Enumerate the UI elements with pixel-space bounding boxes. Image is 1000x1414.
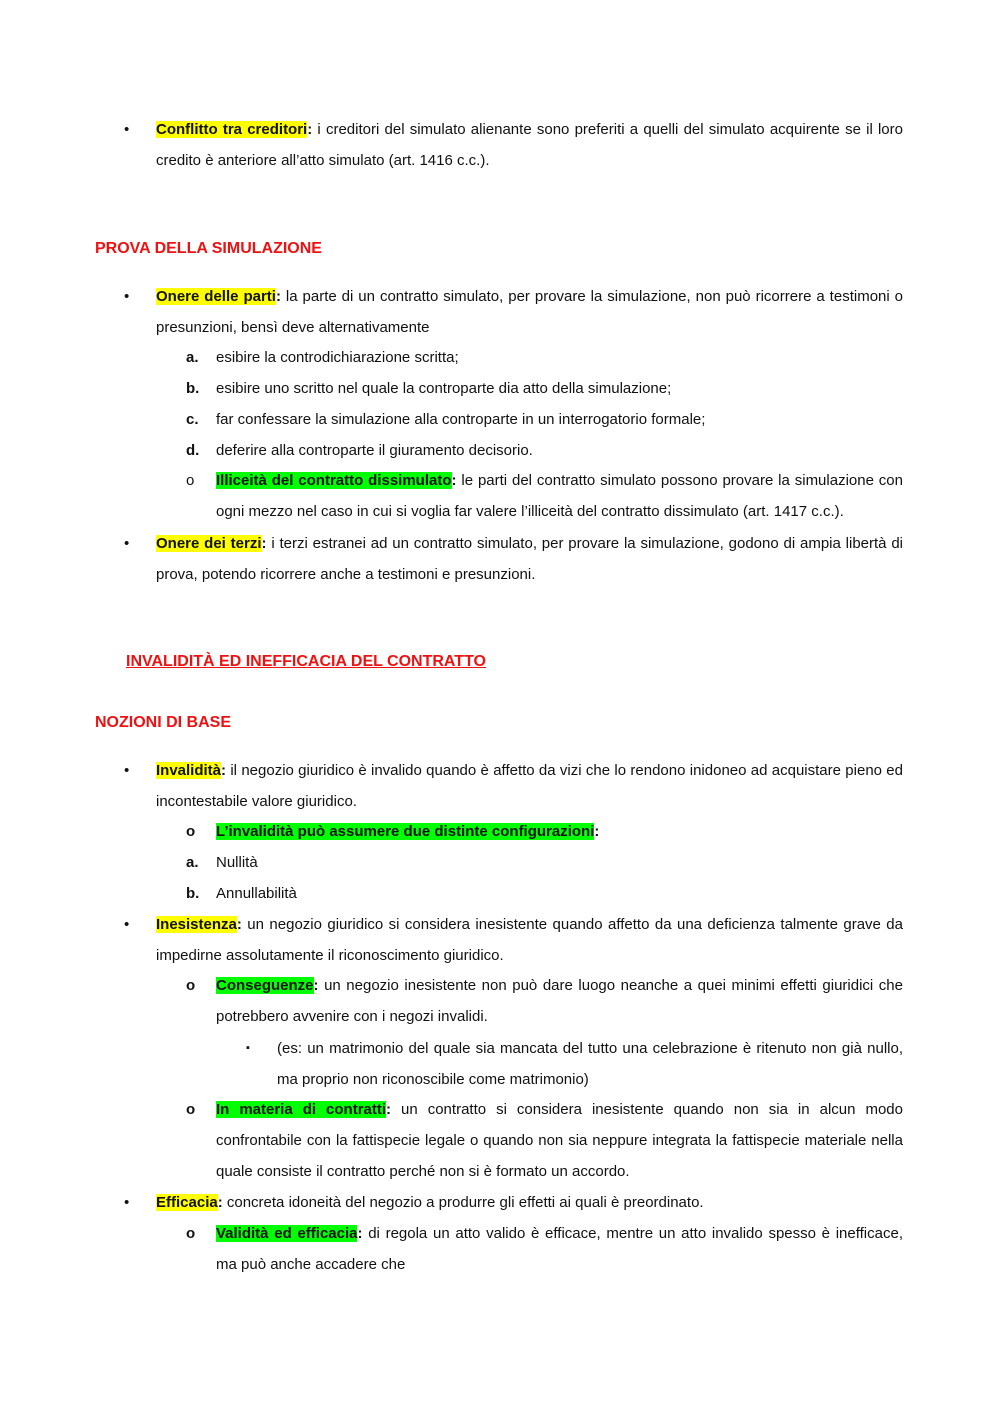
materia-contratti-item xyxy=(216,1094,903,1187)
invalidita-item xyxy=(156,755,903,817)
term-colon: : xyxy=(217,1194,223,1211)
sub-bullet-marker: o xyxy=(186,977,196,994)
conflitto-creditori-item xyxy=(156,114,903,176)
highlighted-term: Conflitto tra creditori xyxy=(156,121,308,138)
bullet-marker: • xyxy=(124,121,130,138)
item-text: un negozio giuridico si considera inesistente quando affetto da una deficienza talmente grave da impedirne assolutamente il riconoscimento giuridico. xyxy=(156,916,903,964)
highlighted-term: L’invalidità può assumere due distinte configurazioni xyxy=(216,823,595,840)
section-heading-nozioni: NOZIONI DI BASE xyxy=(95,714,232,731)
list-marker: d. xyxy=(186,442,200,459)
highlighted-term: Illiceità del contratto dissimulato xyxy=(216,472,452,489)
term-colon: : xyxy=(451,472,457,489)
sub-bullet-marker: o xyxy=(186,472,195,489)
highlighted-term: Conseguenze xyxy=(216,977,314,994)
item-text: i creditori del simulato alienante sono preferiti a quelli del simulato acquirente se il loro credito è anteriore all’atto simulato (art. 1416 c.c.). xyxy=(156,121,903,169)
term-colon: : xyxy=(313,977,319,994)
list-marker: b. xyxy=(186,885,200,902)
list-marker: a. xyxy=(186,854,199,871)
sub-bullet-marker: o xyxy=(186,1225,196,1242)
list-marker: b. xyxy=(186,380,200,397)
highlighted-term: Onere delle parti xyxy=(156,288,276,305)
highlighted-term: Inesistenza xyxy=(156,916,237,933)
term-colon: : xyxy=(221,762,227,779)
term-colon: : xyxy=(275,288,281,305)
inesistenza-item xyxy=(156,909,903,971)
section-heading-prova: PROVA DELLA SIMULAZIONE xyxy=(95,240,322,257)
item-text: la parte di un contratto simulato, per provare la simulazione, non può ricorrere a testimoni o presunzioni, bensì deve alternativamente xyxy=(156,288,904,336)
item-text: di regola un atto valido è efficace, mentre un atto invalido spesso è inefficace, ma può anche accadere che xyxy=(216,1225,903,1273)
item-text: un contratto si considera inesistente quando non sia in alcun modo confrontabile con la fattispecie legale o quando non sia neppure integrata la fattispecie materiale nella quale consiste il contratto perché non si è formato un accordo. xyxy=(216,1101,903,1180)
config-item-annullabilita: Annullabilità xyxy=(216,885,297,902)
term-colon: : xyxy=(261,535,267,552)
highlighted-term: In materia di contratti xyxy=(216,1101,387,1118)
item-text: il negozio giuridico è invalido quando è affetto da vizi che lo rendono inidoneo ad acquistare pieno ed incontestabile valore giuridico. xyxy=(156,762,903,810)
chapter-title-invalidita: INVALIDITÀ ED INEFFICACIA DEL CONTRATTO xyxy=(126,653,486,670)
option-item: esibire la controdichiarazione scritta; xyxy=(216,349,459,366)
bullet-marker: • xyxy=(124,762,130,779)
onere-parti-item xyxy=(156,281,903,343)
efficacia-item xyxy=(156,1187,903,1218)
esempio-item: (es: un matrimonio del quale sia mancata del tutto una celebrazione è ritenuto non già nullo, ma proprio non riconoscibile come matrimonio) xyxy=(277,1040,903,1088)
term-colon: : xyxy=(386,1101,392,1118)
bullet-marker: • xyxy=(124,1194,130,1211)
term-colon: : xyxy=(594,823,600,840)
config-item-nullita: Nullità xyxy=(216,854,258,871)
item-text: concreta idoneità del negozio a produrre gli effetti ai quali è preordinato. xyxy=(222,1194,704,1211)
item-text: un negozio inesistente non può dare luogo neanche a quei minimi effetti giuridici che potrebbero avvenire con i negozi invalidi. xyxy=(216,977,903,1025)
bullet-marker: • xyxy=(124,288,130,305)
square-bullet-marker: ▪ xyxy=(246,1042,250,1054)
validita-efficacia-item xyxy=(216,1218,903,1280)
term-colon: : xyxy=(357,1225,363,1242)
highlighted-term: Efficacia xyxy=(156,1194,218,1211)
sub-bullet-marker: o xyxy=(186,823,196,840)
term-colon: : xyxy=(307,121,313,138)
option-item: deferire alla controparte il giuramento decisorio. xyxy=(216,442,533,459)
list-marker: a. xyxy=(186,349,199,366)
conseguenze-item xyxy=(216,970,903,1032)
list-marker: c. xyxy=(186,411,199,428)
highlighted-term: Invalidità xyxy=(156,762,222,779)
term-colon: : xyxy=(236,916,242,933)
bullet-marker: • xyxy=(124,535,130,552)
configurazioni-item xyxy=(216,816,903,847)
highlighted-term: Validità ed efficacia xyxy=(216,1225,358,1242)
highlighted-term: Onere dei terzi xyxy=(156,535,262,552)
illiceita-item xyxy=(216,465,903,527)
sub-bullet-marker: o xyxy=(186,1101,196,1118)
option-item: esibire uno scritto nel quale la controparte dia atto della simulazione; xyxy=(216,380,672,397)
item-text: le parti del contratto simulato possono provare la simulazione con ogni mezzo nel caso in cui si voglia far valere l’illiceità del contratto dissimulato (art. 1417 c.c.). xyxy=(216,472,903,520)
bullet-marker: • xyxy=(124,916,130,933)
option-item: far confessare la simulazione alla controparte in un interrogatorio formale; xyxy=(216,411,706,428)
onere-terzi-item xyxy=(156,528,903,590)
item-text: i terzi estranei ad un contratto simulato, per provare la simulazione, godono di ampia libertà di prova, potendo ricorrere anche a testimoni e presunzioni. xyxy=(156,535,904,583)
